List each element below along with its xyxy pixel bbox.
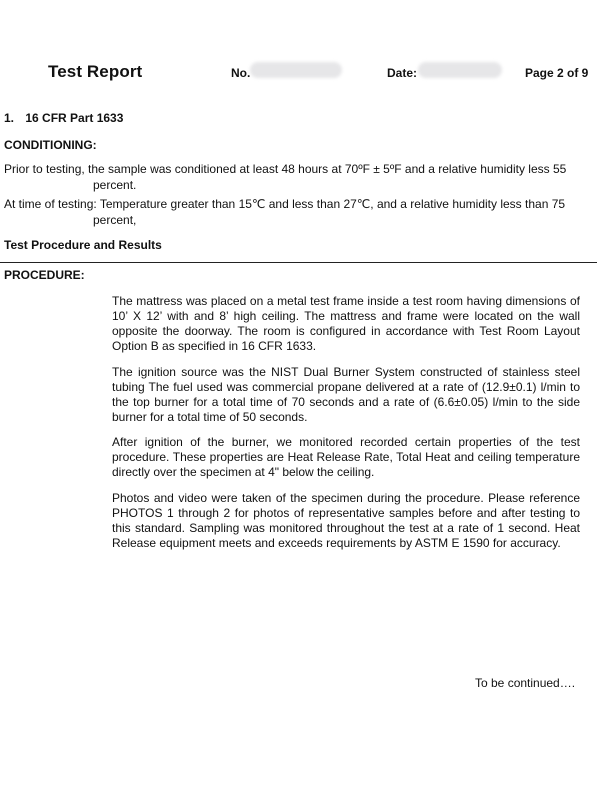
report-header — [0, 0, 600, 90]
section-divider — [0, 262, 597, 263]
conditioning-prior-main: Prior to testing, the sample was conditioned at least 48 hours at 70ºF ± 5ºF and a relative humidity less 55 — [4, 162, 567, 176]
procedure-paragraph: The mattress was placed on a metal test frame inside a test room having dimensions of 10’ X 12’ with and 8’ high ceiling. The mattress and frame were located on the wall opposite the doorway. The room is configured in accordance with Test Room Layout Option B as specified in 16 CFR 1633. — [112, 294, 580, 353]
continued-note: To be continued…. — [475, 676, 576, 690]
conditioning-testing-main: At time of testing: Temperature greater than 15℃ and less than 27℃, and a relative humidity less than 75 — [4, 197, 566, 211]
conditioning-prior-text — [4, 161, 584, 193]
report-number-label: No. — [231, 66, 251, 80]
procedure-heading: PROCEDURE: — [4, 268, 85, 282]
redacted-report-date — [418, 62, 502, 78]
procedure-paragraph: After ignition of the burner, we monitored recorded certain properties of the test procedure. These properties are Heat Release Rate, Total Heat and ceiling temperature directly over the specimen at 4" below the ceiling. — [112, 435, 580, 479]
conditioning-prior-cont: percent. — [93, 178, 137, 192]
report-title: Test Report — [48, 62, 143, 81]
section-number: 1. — [4, 111, 15, 125]
conditioning-heading: CONDITIONING: — [4, 138, 97, 152]
redacted-report-number — [250, 62, 342, 78]
conditioning-testing-cont: percent, — [93, 213, 137, 227]
procedure-paragraph: Photos and video were taken of the specimen during the procedure. Please reference PHOTOS 1 through 2 for photos of representative samples before and after testing to this standard. Sampling was monitored throughout the test at a rate of 1 second. Heat Release equipment meets and exceeds requirements by ASTM E 1590 for accuracy. — [112, 491, 580, 550]
section-heading — [4, 111, 123, 125]
report-date-label: Date: — [387, 66, 418, 80]
test-procedure-heading: Test Procedure and Results — [4, 238, 162, 252]
procedure-paragraph: The ignition source was the NIST Dual Burner System constructed of stainless steel tubing The fuel used was commercial propane delivered at a rate of (12.9±0.1) l/min to the top burner for a total time of 70 seconds and a rate of (6.6±0.05) l/min to the side burner for a total time of 50 seconds. — [112, 365, 580, 424]
page-number: Page 2 of 9 — [525, 66, 589, 80]
conditioning-testing-text — [4, 196, 584, 228]
section-title: 16 CFR Part 1633 — [25, 111, 124, 125]
